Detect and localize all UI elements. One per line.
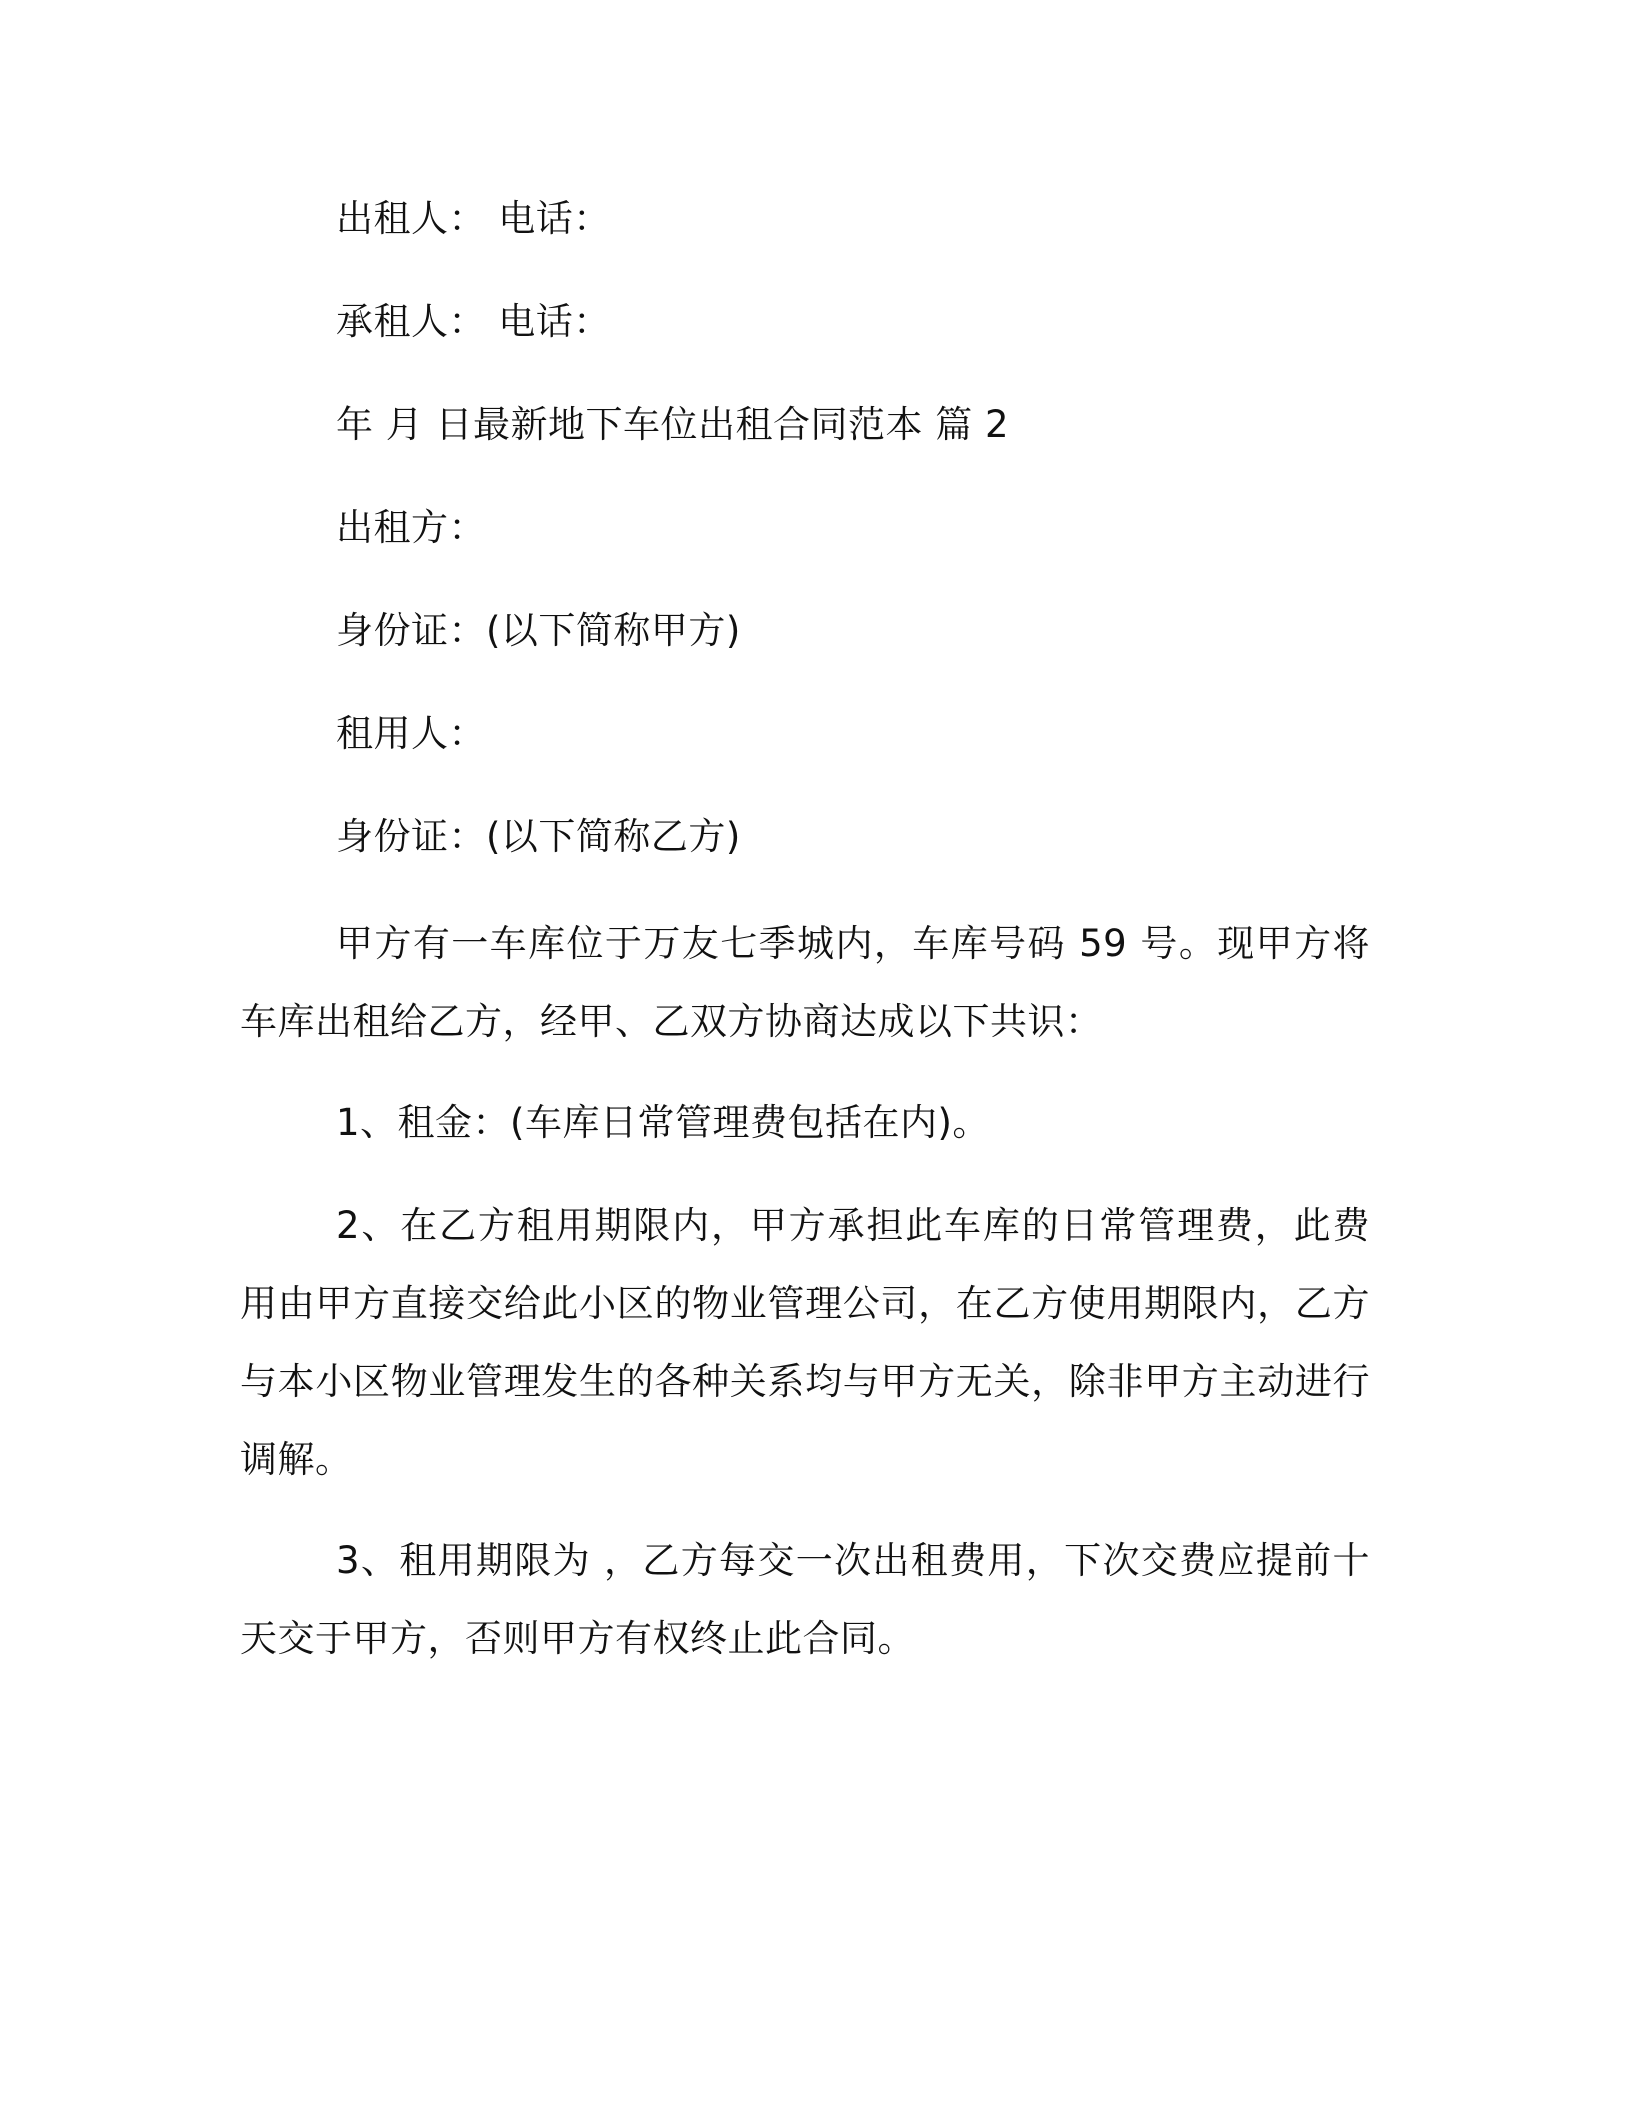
intro-paragraph: 甲方有一车库位于万友七季城内，车库号码 59 号。现甲方将车库出租给乙方，经甲、乙双方协商达成以下共识： bbox=[240, 922, 1370, 1043]
party-a-id-line: 身份证：(以下简称甲方) bbox=[336, 609, 741, 652]
lessee-phone-line: 承租人： 电话： bbox=[336, 300, 611, 343]
clause-2-paragraph: 2、在乙方租用期限内，甲方承担此车库的日常管理费，此费用由甲方直接交给此小区的物业管理公司，在乙方使用期限内，乙方与本小区物业管理发生的各种关系均与甲方无关，除非甲方主动进行调解。 bbox=[240, 1204, 1370, 1481]
renter-party-line: 租用人： bbox=[336, 712, 486, 755]
party-b-id-line: 身份证：(以下简称乙方) bbox=[336, 815, 741, 858]
lessor-phone-line: 出租人： 电话： bbox=[336, 197, 611, 240]
clause-3-paragraph: 3、租用期限为 ，乙方每交一次出租费用，下次交费应提前十天交于甲方，否则甲方有权终止此合同。 bbox=[240, 1539, 1370, 1660]
contract-title-line: 年 月 日最新地下车位出租合同范本 篇 2 bbox=[336, 403, 1010, 446]
lessor-party-line: 出租方： bbox=[336, 506, 486, 549]
clause-1-paragraph: 1、租金：(车库日常管理费包括在内)。 bbox=[336, 1101, 990, 1144]
